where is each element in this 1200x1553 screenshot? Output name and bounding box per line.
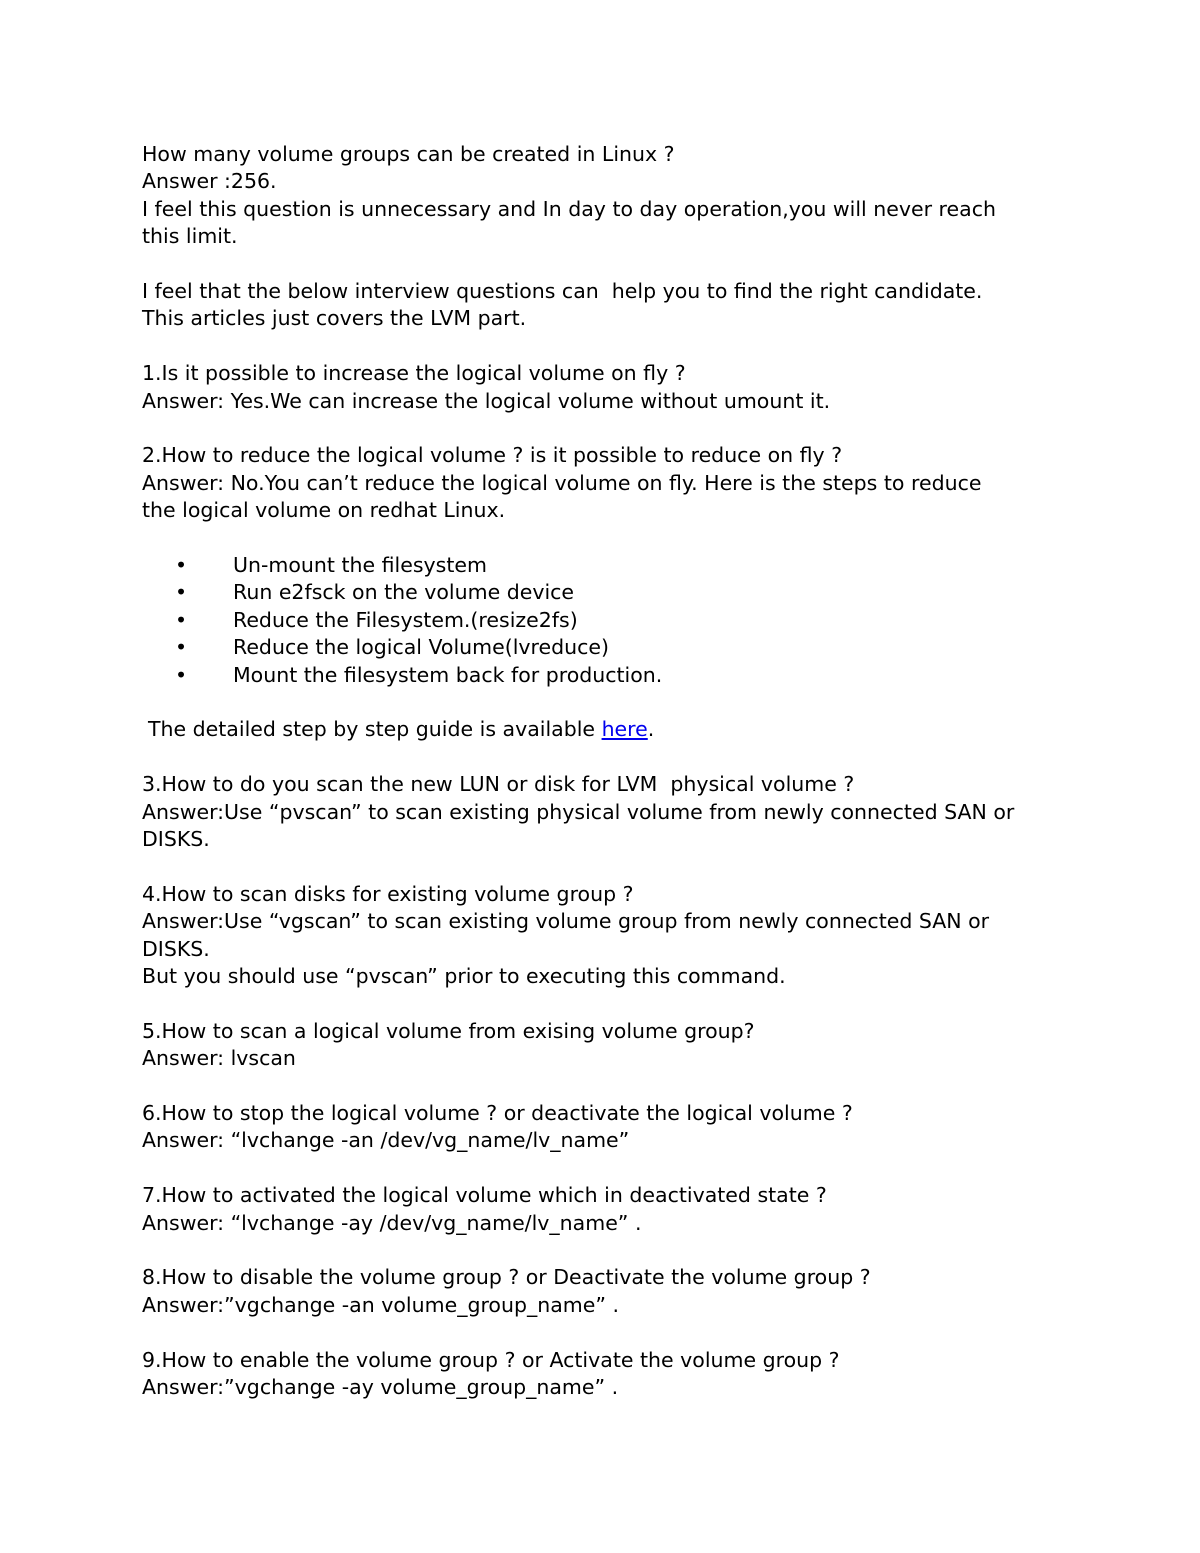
- q2-answer-line1: Answer: No.You can’t reduce the logical volume on fly. Here is the steps to reduce: [142, 470, 982, 495]
- spacer: [142, 1155, 1042, 1182]
- guide-line: [142, 716, 1042, 743]
- step-text: Mount the filesystem back for production.: [233, 662, 663, 687]
- preface-line1: I feel that the below interview questions can help you to find the right candidate.: [142, 279, 983, 304]
- intro-note-line1: I feel this question is unnecessary and In day to day operation,you will never reach: [142, 196, 996, 221]
- spacer: [142, 333, 1042, 360]
- q7-answer: Answer: “lvchange -ay /dev/vg_name/lv_name” .: [142, 1210, 642, 1235]
- spacer: [142, 525, 1042, 552]
- spacer: [142, 744, 1042, 771]
- spacer: [142, 990, 1042, 1017]
- spacer: [142, 251, 1042, 278]
- q6-answer: Answer: “lvchange -an /dev/vg_name/lv_name”: [142, 1128, 630, 1153]
- q4-question: 4.How to scan disks for existing volume group ?: [142, 881, 634, 906]
- list-item: [142, 662, 1042, 689]
- bullet-icon: •: [175, 662, 188, 687]
- guide-here-link[interactable]: here: [601, 717, 648, 742]
- q3-question: 3.How to do you scan the new LUN or disk for LVM physical volume ?: [142, 772, 855, 797]
- q4-note: But you should use “pvscan” prior to executing this command.: [142, 964, 786, 989]
- bullet-icon: •: [175, 635, 188, 660]
- document-body: [142, 141, 1042, 1402]
- spacer: [142, 1319, 1042, 1346]
- list-item: [142, 579, 1042, 606]
- q4-answer-line1: Answer:Use “vgscan” to scan existing volume group from newly connected SAN or: [142, 909, 990, 934]
- intro-answer: Answer :256.: [142, 169, 277, 194]
- preface-line2: This articles just covers the LVM part.: [142, 306, 527, 331]
- q8-answer: Answer:”vgchange -an volume_group_name” .: [142, 1292, 620, 1317]
- guide-suffix: .: [647, 717, 655, 742]
- q9-question: 9.How to enable the volume group ? or Activate the volume group ?: [142, 1347, 840, 1372]
- reduce-steps-list: [142, 552, 1042, 689]
- spacer: [142, 689, 1042, 716]
- list-item: [142, 552, 1042, 579]
- q4-answer-line2: DISKS.: [142, 936, 210, 961]
- bullet-icon: •: [175, 580, 188, 605]
- q8-question: 8.How to disable the volume group ? or Deactivate the volume group ?: [142, 1265, 871, 1290]
- q6-question: 6.How to stop the logical volume ? or deactivate the logical volume ?: [142, 1101, 853, 1126]
- step-text: Reduce the Filesystem.(resize2fs): [233, 607, 578, 632]
- spacer: [142, 853, 1042, 880]
- q2-question: 2.How to reduce the logical volume ? is it possible to reduce on fly ?: [142, 443, 843, 468]
- step-text: Un-mount the filesystem: [233, 553, 487, 578]
- q5-question: 5.How to scan a logical volume from exising volume group?: [142, 1018, 755, 1043]
- q9-answer: Answer:”vgchange -ay volume_group_name” .: [142, 1375, 619, 1400]
- spacer: [142, 415, 1042, 442]
- intro-note-line2: this limit.: [142, 224, 238, 249]
- q3-answer-line2: DISKS.: [142, 827, 210, 852]
- spacer: [142, 1073, 1042, 1100]
- bullet-icon: •: [175, 553, 188, 578]
- bullet-icon: •: [175, 607, 188, 632]
- q5-answer: Answer: lvscan: [142, 1046, 296, 1071]
- list-item: [142, 634, 1042, 661]
- q1-answer: Answer: Yes.We can increase the logical volume without umount it.: [142, 388, 831, 413]
- spacer: [142, 1237, 1042, 1264]
- step-text: Run e2fsck on the volume device: [233, 580, 575, 605]
- intro-question: How many volume groups can be created in Linux ?: [142, 142, 675, 166]
- q7-question: 7.How to activated the logical volume which in deactivated state ?: [142, 1183, 827, 1208]
- q2-answer-line2: the logical volume on redhat Linux.: [142, 498, 506, 523]
- q3-answer-line1: Answer:Use “pvscan” to scan existing physical volume from newly connected SAN or: [142, 799, 1015, 824]
- guide-prefix: The detailed step by step guide is available: [148, 717, 602, 742]
- list-item: [142, 607, 1042, 634]
- q1-question: 1.Is it possible to increase the logical volume on fly ?: [142, 361, 686, 386]
- step-text: Reduce the logical Volume(lvreduce): [233, 635, 610, 660]
